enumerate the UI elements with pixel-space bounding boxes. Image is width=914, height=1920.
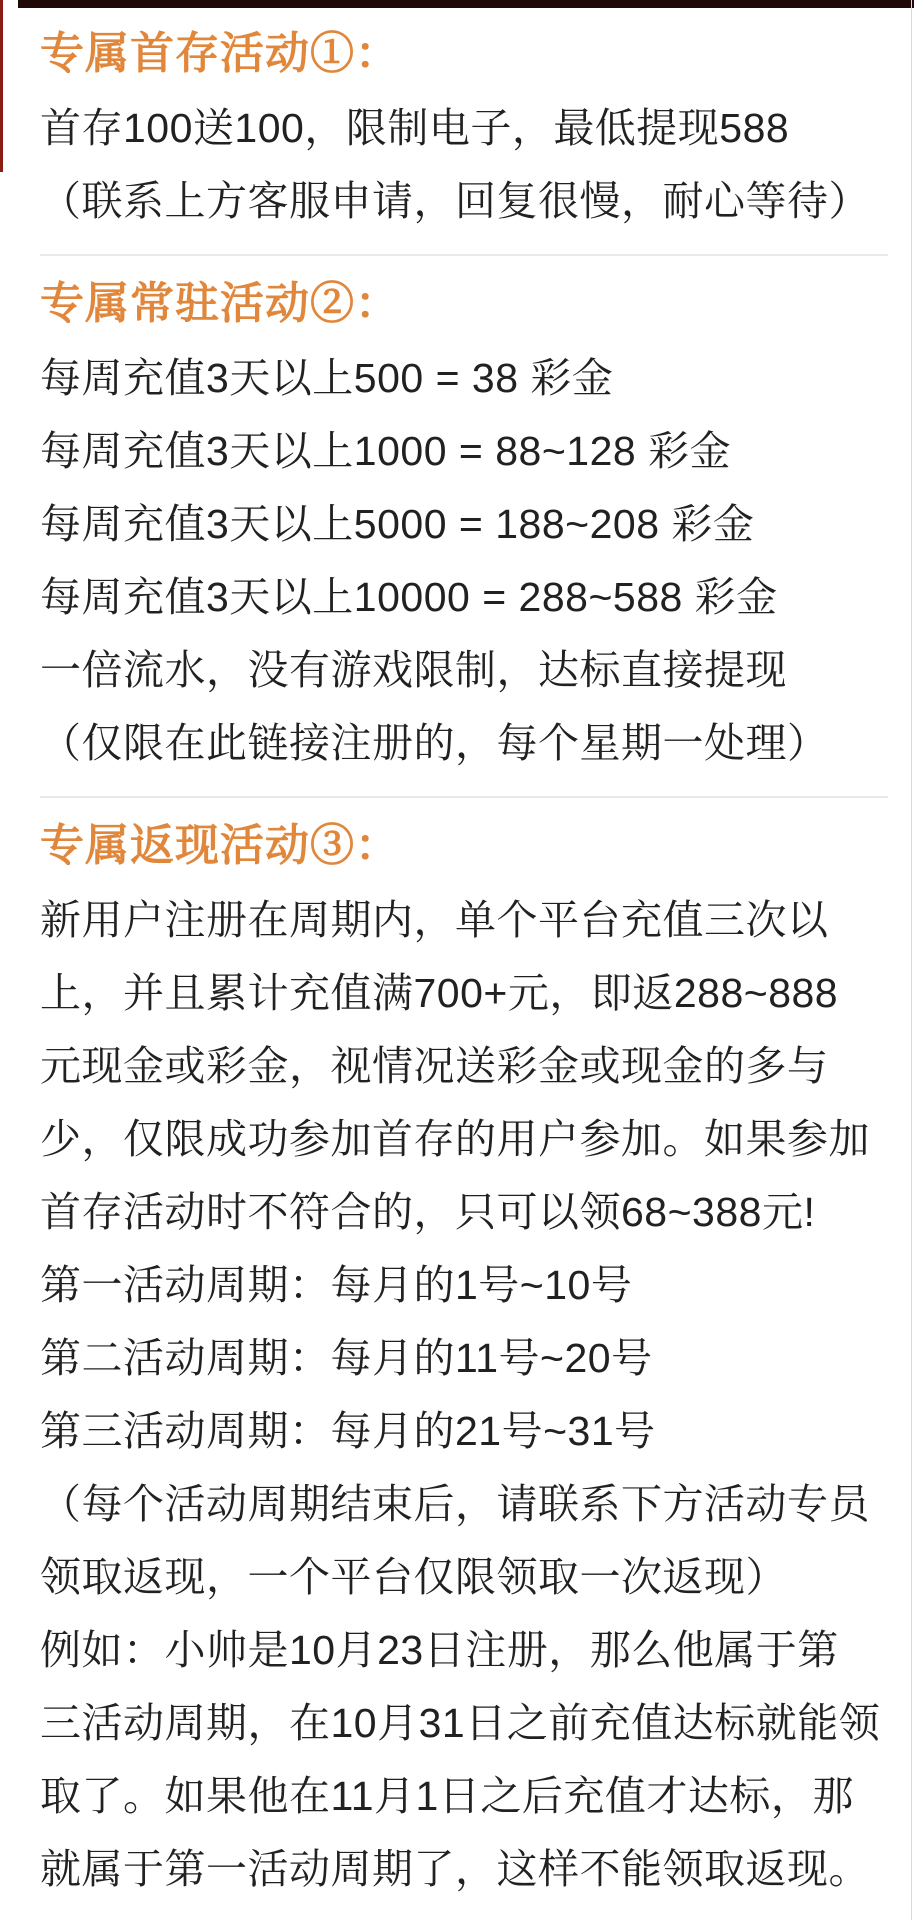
section-title: 专属返现活动③： [40, 821, 400, 870]
top-edge-bar [18, 0, 914, 8]
promo-text-line: 上，并且累计充值满700+元，即返288~888 [40, 970, 839, 1016]
promo-text-line: 一倍流水，没有游戏限制，达标直接提现 [40, 647, 787, 693]
promo-text-line: 每周充值3天以上10000 = 288~588 彩金 [40, 574, 778, 620]
promo-text-line: 就属于第一活动周期了，这样不能领取返现。 [40, 1846, 870, 1892]
section-first-deposit [40, 28, 888, 238]
promo-text-line: 每周充值3天以上5000 = 188~208 彩金 [40, 501, 755, 547]
section-weekly-recharge [40, 278, 888, 780]
section-divider [40, 796, 888, 798]
promo-text-line: 首存100送100，限制电子，最低提现588 [40, 105, 790, 151]
promo-text-line: 元现金或彩金，视情况送彩金或现金的多与 [40, 1043, 829, 1089]
promo-text-line: 每周充值3天以上500 = 38 彩金 [40, 355, 614, 401]
promo-text-line: 新用户注册在周期内，单个平台充值三次以 [40, 897, 829, 943]
promo-text-line: 每周充值3天以上1000 = 88~128 彩金 [40, 428, 732, 474]
promo-text-line: 第三活动周期：每月的21号~31号 [40, 1408, 656, 1454]
promo-text-line: 取了。如果他在11月1日之后充值才达标，那 [40, 1773, 854, 1819]
promo-text-line: （联系上方客服申请，回复很慢，耐心等待） [40, 178, 870, 224]
promo-text-line: 少，仅限成功参加首存的用户参加。如果参加 [40, 1116, 870, 1162]
promo-content [0, 8, 914, 1906]
section-title: 专属首存活动①： [40, 29, 400, 78]
promo-text-line: （仅限在此链接注册的，每个星期一处理） [40, 720, 829, 766]
promo-text-line: 第一活动周期：每月的1号~10号 [40, 1262, 633, 1308]
promo-text-line: （每个活动周期结束后，请联系下方活动专员 [40, 1481, 870, 1527]
promo-text-line: 首存活动时不符合的，只可以领68~388元! [40, 1189, 816, 1235]
section-cashback [40, 820, 888, 1906]
promo-text-line: 例如：小帅是10月23日注册，那么他属于第 [40, 1627, 839, 1673]
section-title: 专属常驻活动②： [40, 279, 400, 328]
promo-text-line: 三活动周期，在10月31日之前充值达标就能领 [40, 1700, 881, 1746]
promo-text-line: 第二活动周期：每月的11号~20号 [40, 1335, 653, 1381]
promo-text-line: 领取返现，一个平台仅限领取一次返现） [40, 1554, 787, 1600]
section-divider [40, 254, 888, 256]
